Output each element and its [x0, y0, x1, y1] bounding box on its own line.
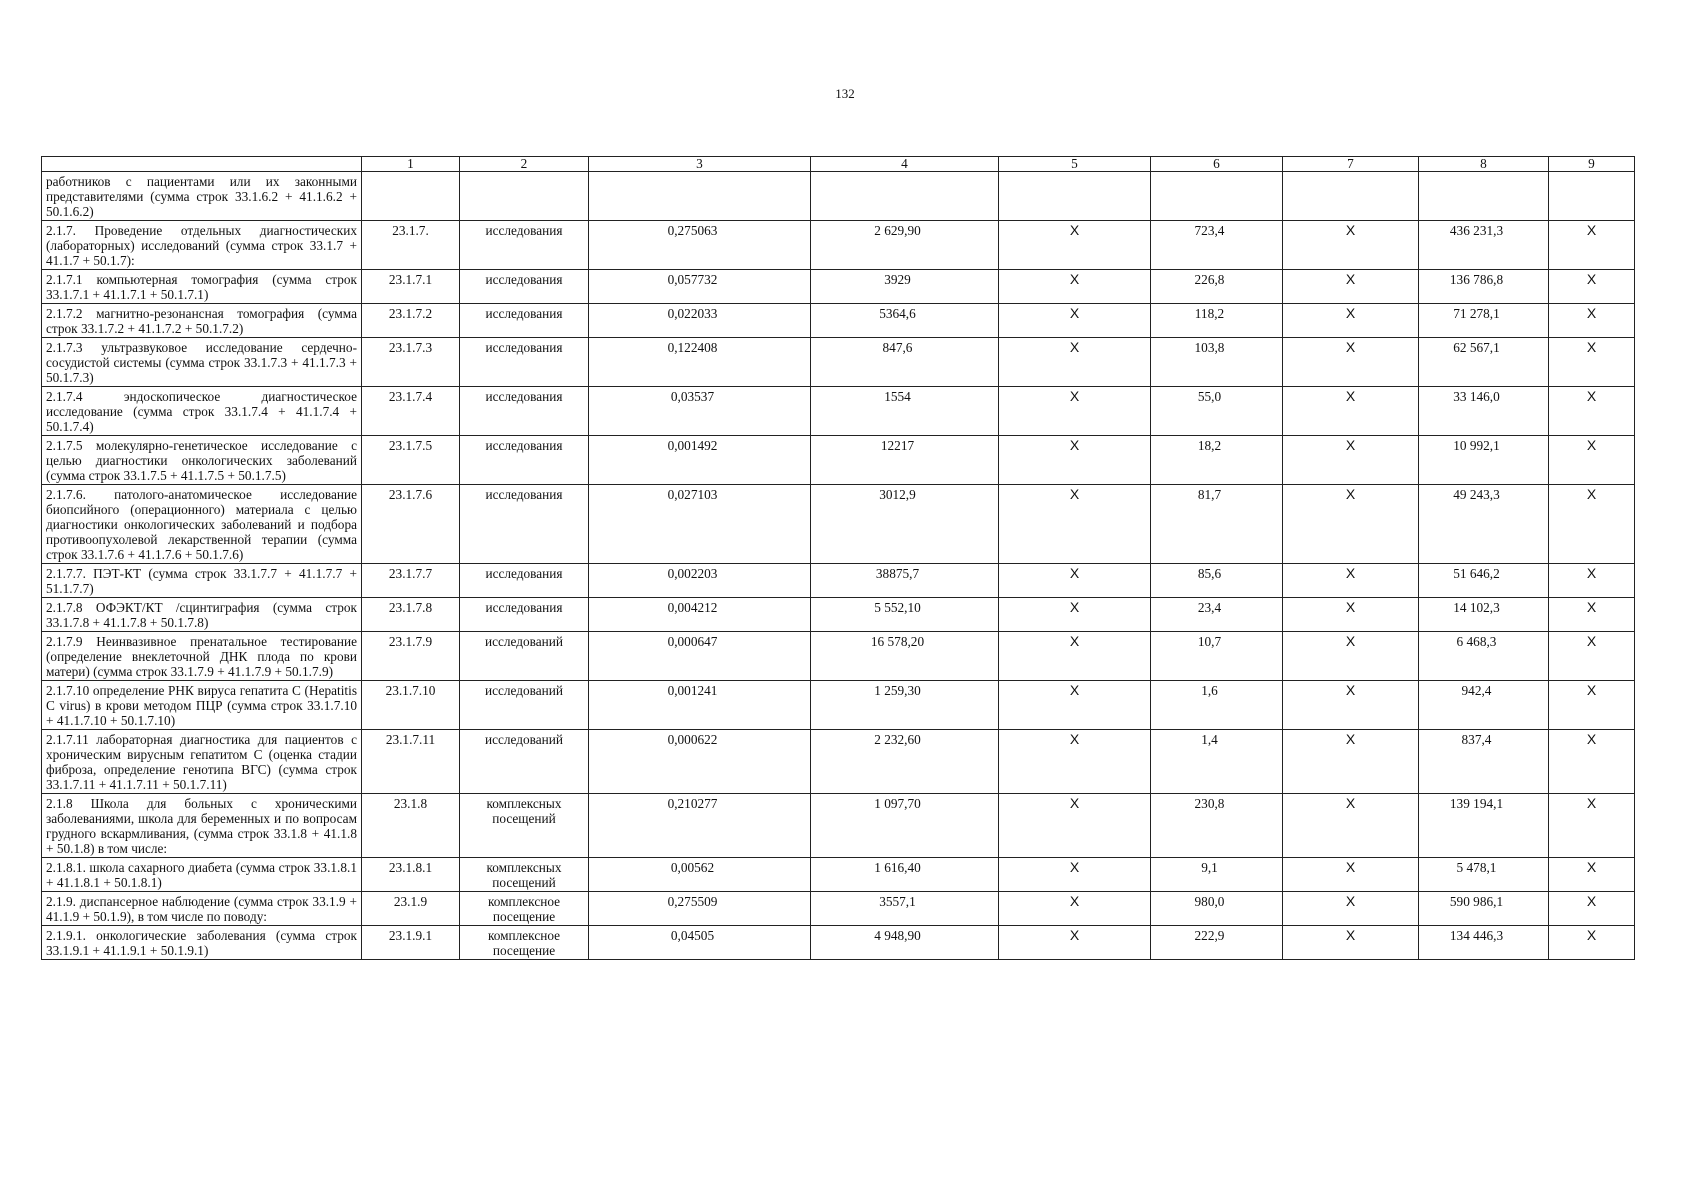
col5-value-cell: X	[999, 338, 1151, 387]
col3-value-cell: 0,002203	[589, 564, 811, 598]
row-unit-cell: исследования	[460, 436, 589, 485]
col6-value-cell: 103,8	[1151, 338, 1283, 387]
col4-value-cell: 2 232,60	[811, 730, 999, 794]
col8-value-cell: 62 567,1	[1419, 338, 1549, 387]
row-name-cell: 2.1.7.11 лабораторная диагностика для пациентов с хроническим вирусным гепатитом С (оценка стадии фиброза, определение генотипа ВГС) (сумма строк 33.1.7.11 + 41.1.7.11 + 50.1.7.11)	[42, 730, 362, 794]
row-name-cell: 2.1.7.9 Неинвазивное пренатальное тестирование (определение внеклеточной ДНК плода по крови матери) (сумма строк 33.1.7.9 + 41.1.7.9 + 50.1.7.9)	[42, 632, 362, 681]
row-name-cell: 2.1.7.7. ПЭТ-КТ (сумма строк 33.1.7.7 + 41.1.7.7 + 51.1.7.7)	[42, 564, 362, 598]
col9-value-cell: X	[1549, 926, 1635, 960]
col7-value-cell: X	[1283, 304, 1419, 338]
table-row	[42, 564, 1635, 598]
col9-value-cell: X	[1549, 681, 1635, 730]
row-name-cell: 2.1.7.8 ОФЭКТ/КТ /сцинтиграфия (сумма строк 33.1.7.8 + 41.1.7.8 + 50.1.7.8)	[42, 598, 362, 632]
row-code-cell: 23.1.7.8	[362, 598, 460, 632]
col7-value-cell: X	[1283, 858, 1419, 892]
col5-value-cell: X	[999, 221, 1151, 270]
col3-value-cell: 0,00562	[589, 858, 811, 892]
col4-value-cell: 3012,9	[811, 485, 999, 564]
column-number: 7	[1283, 157, 1419, 172]
col3-value-cell: 0,001492	[589, 436, 811, 485]
table-row	[42, 858, 1635, 892]
col6-value-cell: 85,6	[1151, 564, 1283, 598]
col3-value-cell: 0,03537	[589, 387, 811, 436]
col8-value-cell: 6 468,3	[1419, 632, 1549, 681]
col9-value-cell: X	[1549, 564, 1635, 598]
col3-value-cell: 0,275063	[589, 221, 811, 270]
col5-value-cell	[999, 172, 1151, 221]
row-code-cell: 23.1.7.9	[362, 632, 460, 681]
col7-value-cell: X	[1283, 892, 1419, 926]
col9-value-cell: X	[1549, 892, 1635, 926]
table-row	[42, 485, 1635, 564]
col7-value-cell: X	[1283, 485, 1419, 564]
col5-value-cell: X	[999, 304, 1151, 338]
col7-value-cell: X	[1283, 564, 1419, 598]
column-number	[42, 157, 362, 172]
col3-value-cell	[589, 172, 811, 221]
col4-value-cell: 847,6	[811, 338, 999, 387]
col4-value-cell: 1 097,70	[811, 794, 999, 858]
row-name-cell: 2.1.7.3 ультразвуковое исследование сердечно-сосудистой системы (сумма строк 33.1.7.3 + 41.1.7.3 + 50.1.7.3)	[42, 338, 362, 387]
table-row	[42, 632, 1635, 681]
row-name-cell: 2.1.7.6. патолого-анатомическое исследование биопсийного (операционного) материала с целью диагностики онкологических заболеваний и подбора противоопухолевой лекарственной терапии (сумма строк 33.1.7.6 + 41.1.7.6 + 50.1.7.6)	[42, 485, 362, 564]
col5-value-cell: X	[999, 564, 1151, 598]
table-row	[42, 172, 1635, 221]
column-number: 3	[589, 157, 811, 172]
row-unit-cell: комплексное посещение	[460, 892, 589, 926]
row-unit-cell: исследования	[460, 221, 589, 270]
col6-value-cell: 9,1	[1151, 858, 1283, 892]
row-unit-cell: комплексных посещений	[460, 858, 589, 892]
table-row	[42, 730, 1635, 794]
col7-value-cell: X	[1283, 926, 1419, 960]
col6-value-cell: 1,6	[1151, 681, 1283, 730]
row-code-cell: 23.1.7.	[362, 221, 460, 270]
row-code-cell: 23.1.7.4	[362, 387, 460, 436]
col8-value-cell: 10 992,1	[1419, 436, 1549, 485]
column-number: 8	[1419, 157, 1549, 172]
col4-value-cell: 12217	[811, 436, 999, 485]
col6-value-cell	[1151, 172, 1283, 221]
table-row	[42, 926, 1635, 960]
row-unit-cell: комплексное посещение	[460, 926, 589, 960]
page-number: 132	[835, 86, 855, 101]
col3-value-cell: 0,004212	[589, 598, 811, 632]
col4-value-cell	[811, 172, 999, 221]
col6-value-cell: 980,0	[1151, 892, 1283, 926]
column-number: 6	[1151, 157, 1283, 172]
row-code-cell: 23.1.7.5	[362, 436, 460, 485]
col4-value-cell: 2 629,90	[811, 221, 999, 270]
col9-value-cell: X	[1549, 632, 1635, 681]
col5-value-cell: X	[999, 485, 1151, 564]
col8-value-cell: 51 646,2	[1419, 564, 1549, 598]
table-row	[42, 794, 1635, 858]
col8-value-cell: 134 446,3	[1419, 926, 1549, 960]
table-row	[42, 387, 1635, 436]
table-row	[42, 270, 1635, 304]
col5-value-cell: X	[999, 730, 1151, 794]
col7-value-cell	[1283, 172, 1419, 221]
row-unit-cell: исследования	[460, 598, 589, 632]
col8-value-cell: 837,4	[1419, 730, 1549, 794]
col7-value-cell: X	[1283, 598, 1419, 632]
column-number: 2	[460, 157, 589, 172]
row-name-cell: 2.1.7.1 компьютерная томография (сумма строк 33.1.7.1 + 41.1.7.1 + 50.1.7.1)	[42, 270, 362, 304]
table-row	[42, 304, 1635, 338]
table-row	[42, 221, 1635, 270]
col5-value-cell: X	[999, 926, 1151, 960]
row-name-cell: работников с пациентами или их законными представителями (сумма строк 33.1.6.2 + 41.1.6.2 + 50.1.6.2)	[42, 172, 362, 221]
col4-value-cell: 3929	[811, 270, 999, 304]
col9-value-cell	[1549, 172, 1635, 221]
col9-value-cell: X	[1549, 730, 1635, 794]
col8-value-cell: 139 194,1	[1419, 794, 1549, 858]
col9-value-cell: X	[1549, 485, 1635, 564]
col7-value-cell: X	[1283, 221, 1419, 270]
col6-value-cell: 23,4	[1151, 598, 1283, 632]
row-code-cell: 23.1.7.2	[362, 304, 460, 338]
column-number: 5	[999, 157, 1151, 172]
col3-value-cell: 0,027103	[589, 485, 811, 564]
col7-value-cell: X	[1283, 270, 1419, 304]
col9-value-cell: X	[1549, 338, 1635, 387]
col7-value-cell: X	[1283, 632, 1419, 681]
col8-value-cell: 71 278,1	[1419, 304, 1549, 338]
column-number: 9	[1549, 157, 1635, 172]
col9-value-cell: X	[1549, 858, 1635, 892]
row-name-cell: 2.1.7.5 молекулярно-генетическое исследование с целью диагностики онкологических заболеваний (сумма строк 33.1.7.5 + 41.1.7.5 + 50.1.7.5)	[42, 436, 362, 485]
col9-value-cell: X	[1549, 598, 1635, 632]
row-name-cell: 2.1.7. Проведение отдельных диагностических (лабораторных) исследований (сумма строк 33.1.7 + 41.1.7 + 50.1.7):	[42, 221, 362, 270]
col4-value-cell: 4 948,90	[811, 926, 999, 960]
row-unit-cell: исследования	[460, 338, 589, 387]
row-unit-cell: исследований	[460, 730, 589, 794]
col4-value-cell: 16 578,20	[811, 632, 999, 681]
col4-value-cell: 5 552,10	[811, 598, 999, 632]
col4-value-cell: 1554	[811, 387, 999, 436]
col6-value-cell: 1,4	[1151, 730, 1283, 794]
row-name-cell: 2.1.9.1. онкологические заболевания (сумма строк 33.1.9.1 + 41.1.9.1 + 50.1.9.1)	[42, 926, 362, 960]
col4-value-cell: 38875,7	[811, 564, 999, 598]
col8-value-cell: 5 478,1	[1419, 858, 1549, 892]
table-row	[42, 338, 1635, 387]
row-code-cell: 23.1.7.1	[362, 270, 460, 304]
col8-value-cell: 590 986,1	[1419, 892, 1549, 926]
row-code-cell: 23.1.8.1	[362, 858, 460, 892]
table-row	[42, 892, 1635, 926]
column-number-row	[42, 157, 1635, 172]
col8-value-cell: 942,4	[1419, 681, 1549, 730]
col6-value-cell: 723,4	[1151, 221, 1283, 270]
column-number: 4	[811, 157, 999, 172]
col6-value-cell: 18,2	[1151, 436, 1283, 485]
col8-value-cell: 33 146,0	[1419, 387, 1549, 436]
col8-value-cell: 436 231,3	[1419, 221, 1549, 270]
col6-value-cell: 81,7	[1151, 485, 1283, 564]
col4-value-cell: 1 616,40	[811, 858, 999, 892]
row-unit-cell: исследований	[460, 681, 589, 730]
col7-value-cell: X	[1283, 436, 1419, 485]
table-row	[42, 681, 1635, 730]
col7-value-cell: X	[1283, 730, 1419, 794]
column-number: 1	[362, 157, 460, 172]
row-code-cell: 23.1.7.6	[362, 485, 460, 564]
table-row	[42, 598, 1635, 632]
col3-value-cell: 0,057732	[589, 270, 811, 304]
col9-value-cell: X	[1549, 436, 1635, 485]
col6-value-cell: 222,9	[1151, 926, 1283, 960]
data-table	[41, 156, 1635, 960]
col9-value-cell: X	[1549, 270, 1635, 304]
col8-value-cell: 136 786,8	[1419, 270, 1549, 304]
col9-value-cell: X	[1549, 221, 1635, 270]
row-unit-cell: исследований	[460, 632, 589, 681]
row-unit-cell: исследования	[460, 304, 589, 338]
col9-value-cell: X	[1549, 794, 1635, 858]
col7-value-cell: X	[1283, 387, 1419, 436]
row-unit-cell: исследования	[460, 270, 589, 304]
col3-value-cell: 0,022033	[589, 304, 811, 338]
row-code-cell: 23.1.8	[362, 794, 460, 858]
row-code-cell: 23.1.7.7	[362, 564, 460, 598]
col7-value-cell: X	[1283, 681, 1419, 730]
col7-value-cell: X	[1283, 338, 1419, 387]
col9-value-cell: X	[1549, 304, 1635, 338]
col6-value-cell: 55,0	[1151, 387, 1283, 436]
row-name-cell: 2.1.7.10 определение РНК вируса гепатита С (Hepatitis C virus) в крови методом ПЦР (сумма строк 33.1.7.10 + 41.1.7.10 + 50.1.7.10)	[42, 681, 362, 730]
row-name-cell: 2.1.9. диспансерное наблюдение (сумма строк 33.1.9 + 41.1.9 + 50.1.9), в том числе по поводу:	[42, 892, 362, 926]
col5-value-cell: X	[999, 632, 1151, 681]
col3-value-cell: 0,275509	[589, 892, 811, 926]
row-unit-cell: комплексных посещений	[460, 794, 589, 858]
row-name-cell: 2.1.7.4 эндоскопическое диагностическое исследование (сумма строк 33.1.7.4 + 41.1.7.4 + 50.1.7.4)	[42, 387, 362, 436]
row-name-cell: 2.1.8 Школа для больных с хроническими заболеваниями, школа для беременных и по вопросам грудного вскармливания, (сумма строк 33.1.8 + 41.1.8 + 50.1.8) в том числе:	[42, 794, 362, 858]
col5-value-cell: X	[999, 270, 1151, 304]
col5-value-cell: X	[999, 892, 1151, 926]
row-unit-cell: исследования	[460, 485, 589, 564]
row-unit-cell: исследования	[460, 387, 589, 436]
col5-value-cell: X	[999, 598, 1151, 632]
col3-value-cell: 0,122408	[589, 338, 811, 387]
row-code-cell: 23.1.7.11	[362, 730, 460, 794]
col7-value-cell: X	[1283, 794, 1419, 858]
col3-value-cell: 0,000647	[589, 632, 811, 681]
col3-value-cell: 0,04505	[589, 926, 811, 960]
col9-value-cell: X	[1549, 387, 1635, 436]
col5-value-cell: X	[999, 858, 1151, 892]
row-name-cell: 2.1.8.1. школа сахарного диабета (сумма строк 33.1.8.1 + 41.1.8.1 + 50.1.8.1)	[42, 858, 362, 892]
col4-value-cell: 3557,1	[811, 892, 999, 926]
col6-value-cell: 230,8	[1151, 794, 1283, 858]
col5-value-cell: X	[999, 681, 1151, 730]
col5-value-cell: X	[999, 387, 1151, 436]
col4-value-cell: 5364,6	[811, 304, 999, 338]
col8-value-cell	[1419, 172, 1549, 221]
col5-value-cell: X	[999, 436, 1151, 485]
row-code-cell: 23.1.7.10	[362, 681, 460, 730]
col3-value-cell: 0,001241	[589, 681, 811, 730]
row-name-cell: 2.1.7.2 магнитно-резонансная томография (сумма строк 33.1.7.2 + 41.1.7.2 + 50.1.7.2)	[42, 304, 362, 338]
row-code-cell: 23.1.9.1	[362, 926, 460, 960]
table-row	[42, 436, 1635, 485]
row-code-cell: 23.1.7.3	[362, 338, 460, 387]
col8-value-cell: 14 102,3	[1419, 598, 1549, 632]
col6-value-cell: 10,7	[1151, 632, 1283, 681]
col8-value-cell: 49 243,3	[1419, 485, 1549, 564]
col3-value-cell: 0,000622	[589, 730, 811, 794]
col6-value-cell: 118,2	[1151, 304, 1283, 338]
col5-value-cell: X	[999, 794, 1151, 858]
row-code-cell: 23.1.9	[362, 892, 460, 926]
row-unit-cell	[460, 172, 589, 221]
col3-value-cell: 0,210277	[589, 794, 811, 858]
col4-value-cell: 1 259,30	[811, 681, 999, 730]
row-unit-cell: исследования	[460, 564, 589, 598]
row-code-cell	[362, 172, 460, 221]
col6-value-cell: 226,8	[1151, 270, 1283, 304]
